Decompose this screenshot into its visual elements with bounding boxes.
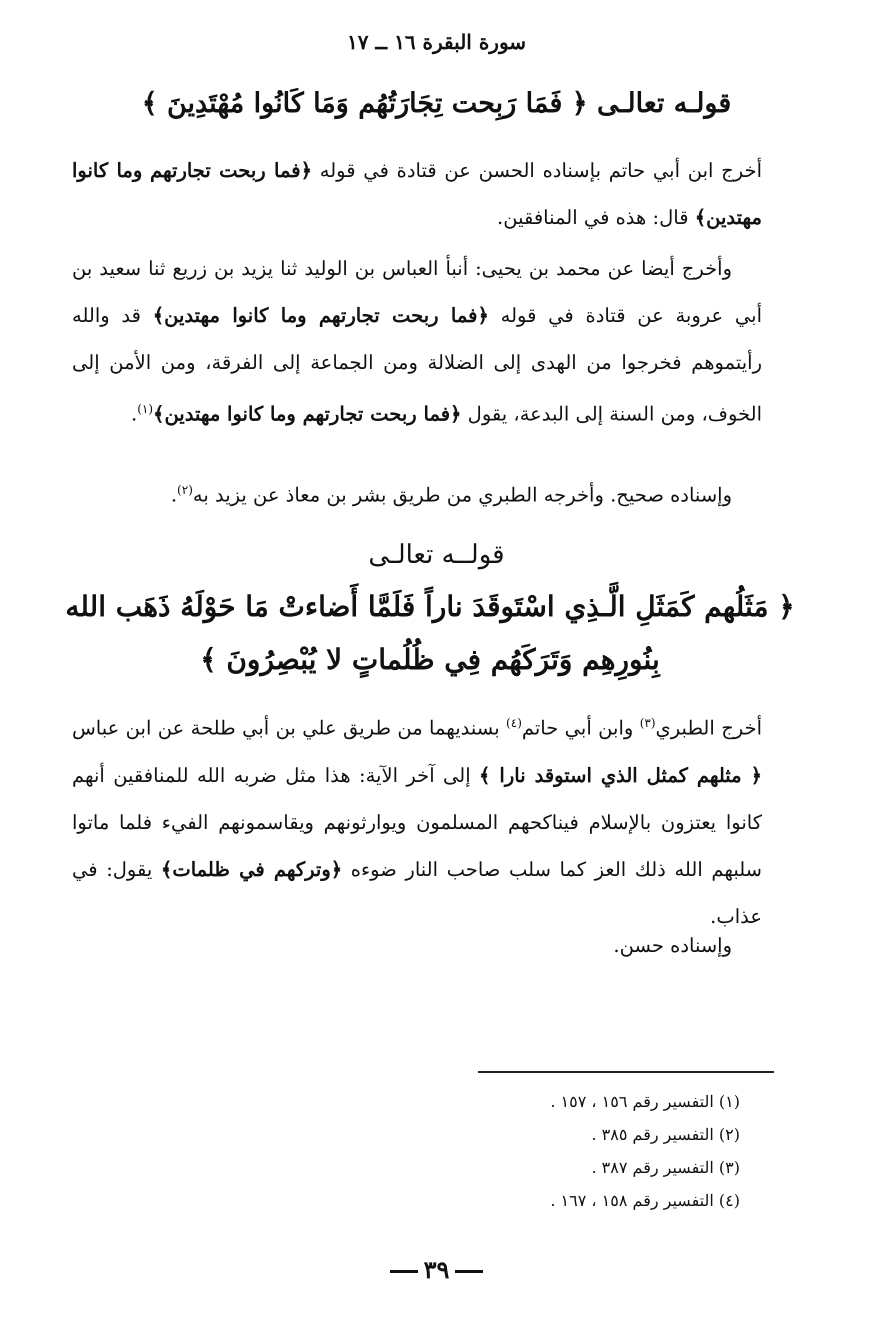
running-header: سورة البقرة ١٦ ــ ١٧ [346, 30, 527, 54]
paragraph-text: يقول: في عذاب. [72, 857, 762, 928]
quoted-verse: ﴿وتركهم في ظلمات﴾ [160, 857, 343, 881]
quoted-verse: ﴿ مثلهم كمثل الذي استوقد نارا ﴾ [479, 763, 762, 787]
paragraph [72, 700, 762, 940]
paragraph [72, 467, 762, 519]
quoted-verse: ﴿فما ربحت تجارتهم وما كانوا مهتدين﴾ [152, 304, 489, 327]
dash-decoration [455, 1270, 483, 1273]
quoted-verse: ﴿فما ربحت تجارتهم وما كانوا مهتدين﴾ [153, 402, 462, 426]
paragraph [72, 147, 762, 241]
footnote-item: (٤) التفسير رقم ١٥٨ ، ١٦٧ . [550, 1191, 740, 1210]
footnote-ref: (١) [137, 402, 154, 416]
footnote-ref: (٤) [506, 716, 522, 730]
paragraph-text: وابن أبي حاتم [521, 716, 640, 740]
paragraph-text: وإسناده صحيح. وأخرجه الطبري من طريق بشر بن معاذ عن يزيد به [192, 483, 732, 507]
paragraph-text: وأخرج أيضا عن محمد بن يحيى: أنبأ العباس بن الوليد ثنا يزيد بن زريع ثنا سعيد بن أبي عروبة عن قتادة في قوله [72, 257, 763, 327]
paragraph-text: وإسناده حسن. [613, 934, 732, 957]
quoted-verse: وما كانوا مهتدين﴾ [72, 159, 762, 229]
page-number-text: ٣٩ [423, 1255, 450, 1284]
footnote-separator [478, 1071, 774, 1073]
paragraph-text: قال: هذه في المنافقين. [497, 206, 695, 229]
verse-line-1: ﴿ مَثَلُهم كَمَثَلِ الَّـذِي اسْتَوقَدَ ناراً فَلَمَّا أَضاءتْ مَا حَوْلَهُ ذَهَب الله [65, 590, 795, 623]
footnote-item: (٢) التفسير رقم ٣٨٥ . [591, 1125, 740, 1144]
section-heading-verse: قولـه تعالـى ﴿ فَمَا رَبِحت تِجَارَتُهُم وَمَا كَانُوا مُهْتَدِينَ ﴾ [141, 88, 732, 119]
quoted-verse: ﴿فما ربحت تجارتهم [150, 159, 313, 182]
footnote-item: (٣) التفسير رقم ٣٨٧ . [591, 1158, 740, 1177]
section-heading: قولــه تعالـى [368, 540, 505, 570]
page-number [0, 1255, 873, 1284]
paragraph-text: قد والله رأيتموهم فخرجوا من الهدى إلى الضلالة ومن الجماعة إلى الفرقة، ومن الأمن إلى الخوف، ومن السنة إلى البدعة، يقول [72, 304, 762, 426]
verse-line-2: بِنُورِهِم وَتَرَكَهُم فِي ظُلُماتٍ لا يُبْصِرُونَ ﴾ [200, 643, 660, 676]
paragraph-text: إلى آخر الآية: هذا مثل ضربه الله للمنافقين أنهم كانوا يعتزون بالإسلام فيناكحهم المسلمون ويوارثونهم ويقاسمونهم الفيء فلما ماتوا سلبهم الله ذلك العز كما سلب صاحب النار ضوءه [72, 763, 763, 881]
paragraph [72, 922, 762, 969]
footnote-ref: (٢) [177, 483, 193, 497]
punctuation: . [170, 483, 178, 507]
paragraph-text: أخرج ابن أبي حاتم بإسناده الحسن عن قتادة في قوله [312, 159, 762, 182]
footnotes [440, 1085, 740, 1217]
paragraph-text: بسنديهما من طريق علي بن أبي طلحة عن ابن عباس [72, 716, 507, 740]
paragraph-text: أخرج الطبري [655, 716, 763, 740]
punctuation: . [130, 402, 138, 426]
footnote-item: (١) التفسير رقم ١٥٦ ، ١٥٧ . [550, 1092, 740, 1111]
footnote-ref: (٣) [639, 716, 656, 730]
paragraph [72, 245, 762, 438]
dash-decoration [390, 1270, 418, 1273]
